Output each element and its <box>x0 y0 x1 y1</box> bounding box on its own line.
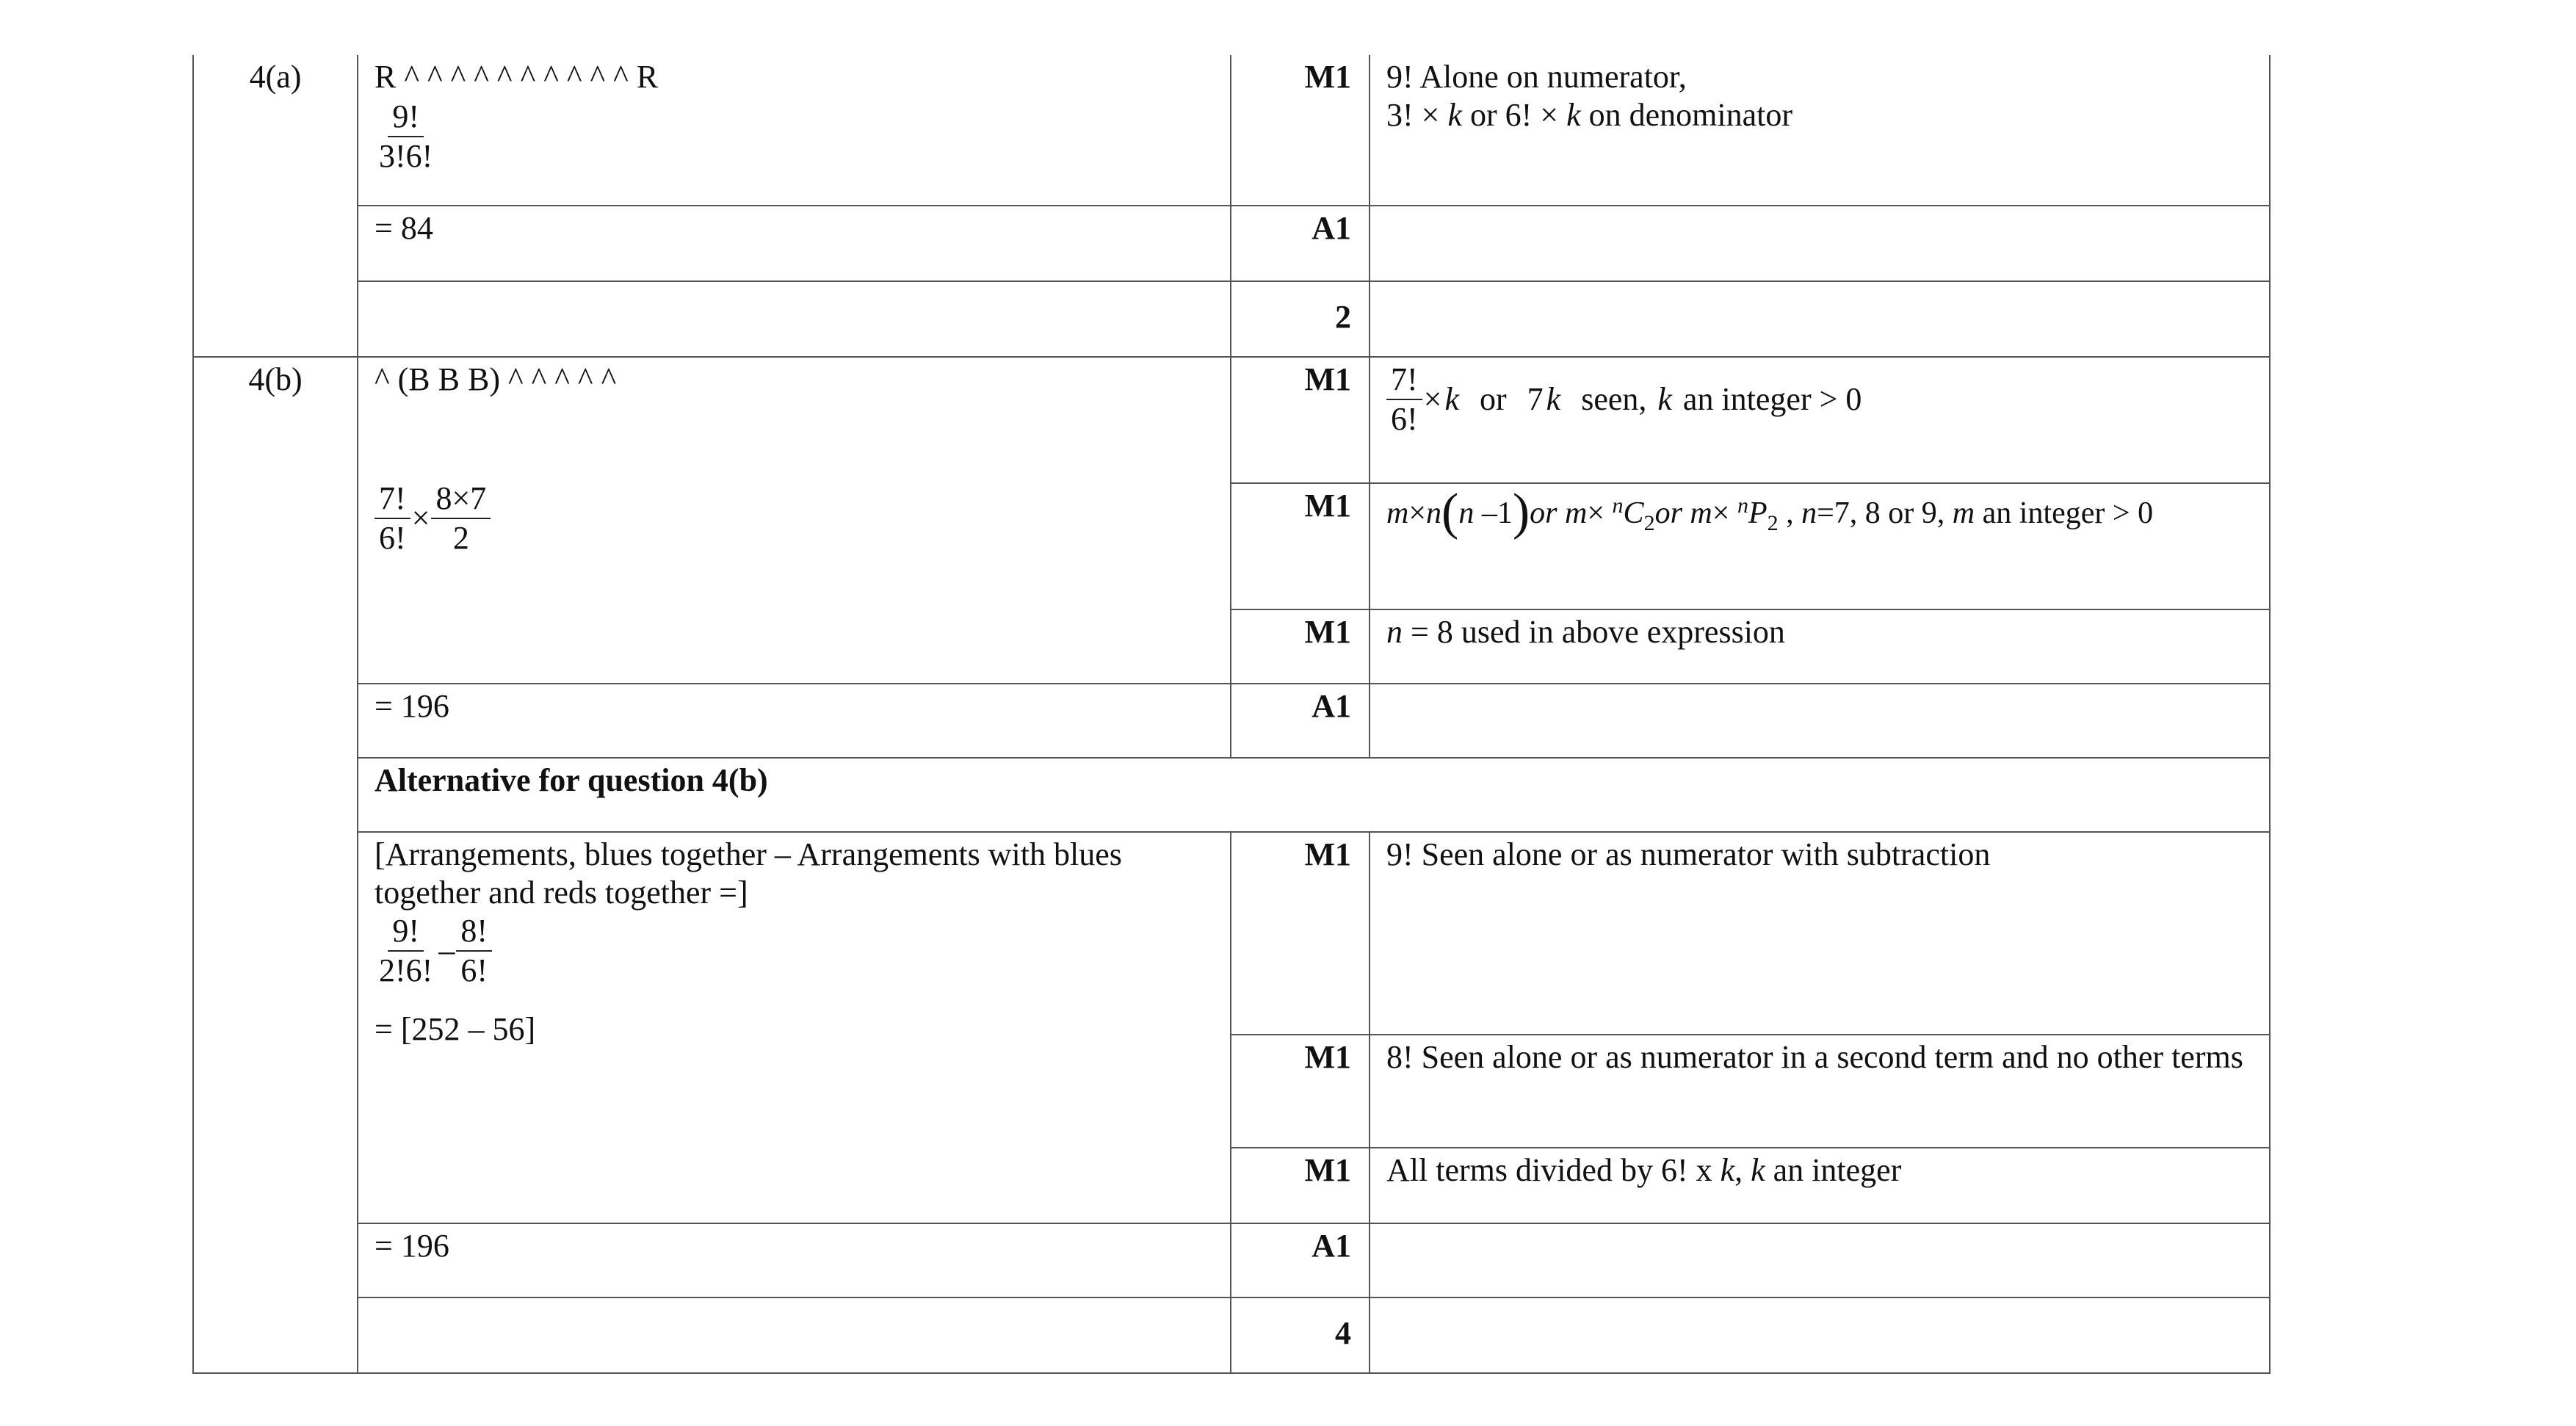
answer-4a: = 84 <box>358 206 1231 281</box>
mark-code: M1 <box>1231 1148 1370 1223</box>
comment-4b-m1: $\frac{7!}{6!}$ ×k or 7k seen, k an integer > 0 <box>1370 357 2270 483</box>
row-4b-alt-heading <box>193 758 2270 832</box>
working-4a <box>358 55 1231 206</box>
mark-code: A1 <box>1231 684 1370 758</box>
mark-code: M1 <box>1231 609 1370 684</box>
arrangement-line: R ^ ^ ^ ^ ^ ^ ^ ^ ^ ^ R <box>375 59 659 95</box>
mark-code: M1 <box>1231 55 1370 206</box>
comment-4b-m3: n = 8 used in above expression <box>1370 609 2270 684</box>
comment-alt-m2: 8! Seen alone or as numerator in a second term and no other terms <box>1370 1035 2270 1148</box>
row-4b-alt-m1 <box>193 832 2270 1035</box>
arrangement-line: ^ (B B B) ^ ^ ^ ^ ^ <box>375 361 617 397</box>
alternative-heading: Alternative for question 4(b) <box>358 758 2270 832</box>
fraction-8x7-over-2: $\frac{8\times 7}{2}$ <box>431 479 491 557</box>
total-marks-4b: 4 <box>1231 1297 1370 1373</box>
row-4a-method <box>193 55 2270 206</box>
alternative-working: [Arrangements, blues together – Arrangements with blues together and reds together =] $\frac{9!}{2!6!}$ – $\frac{8!}{6!}$ = [252 – 56] <box>358 832 1231 1223</box>
mark-code: A1 <box>1231 1223 1370 1297</box>
comment-4a-m1: 9! Alone on numerator, 3! × k or 6! × k on denominator <box>1370 55 2270 206</box>
comment-4b-m2: m×n(n –1)or $m\times ^nC_2or$ $m\times ^nP_2$ , n=7, 8 or 9, m an integer > 0 <box>1370 483 2270 609</box>
alternative-subtraction: = [252 – 56] <box>375 1011 536 1047</box>
total-marks-4a: 2 <box>1231 281 1370 357</box>
row-4a-answer <box>193 206 2270 281</box>
row-4b-m1 <box>193 357 2270 483</box>
mark-code: M1 <box>1231 832 1370 1035</box>
comment-alt-m1: 9! Seen alone or as numerator with subtraction <box>1370 832 2270 1035</box>
row-4b-total <box>193 1297 2270 1373</box>
fraction-7-over-6: $\frac{7!}{6!}$ <box>375 479 410 557</box>
mark-code: M1 <box>1231 357 1370 483</box>
alternative-answer: = 196 <box>358 1223 1231 1297</box>
mark-scheme-table <box>192 55 2271 1374</box>
question-label-4a: 4(a) <box>193 55 358 357</box>
working-4b: ^ (B B B) ^ ^ ^ ^ ^ $\frac{7!}{6!}$ × $\frac{8\times 7}{2}$ <box>358 357 1231 684</box>
row-4b-answer <box>193 684 2270 758</box>
row-4b-alt-answer <box>193 1223 2270 1297</box>
row-4a-total <box>193 281 2270 357</box>
mark-code: M1 <box>1231 1035 1370 1148</box>
answer-4b: = 196 <box>358 684 1231 758</box>
fraction-9-over-3-6: $\frac{9!}{3!6!}$ <box>379 98 433 174</box>
comment-alt-m3: All terms divided by 6! x k, k an integer <box>1370 1148 2270 1223</box>
question-label-4b: 4(b) <box>193 357 358 1373</box>
mark-code: A1 <box>1231 206 1370 281</box>
mark-code: M1 <box>1231 483 1370 609</box>
